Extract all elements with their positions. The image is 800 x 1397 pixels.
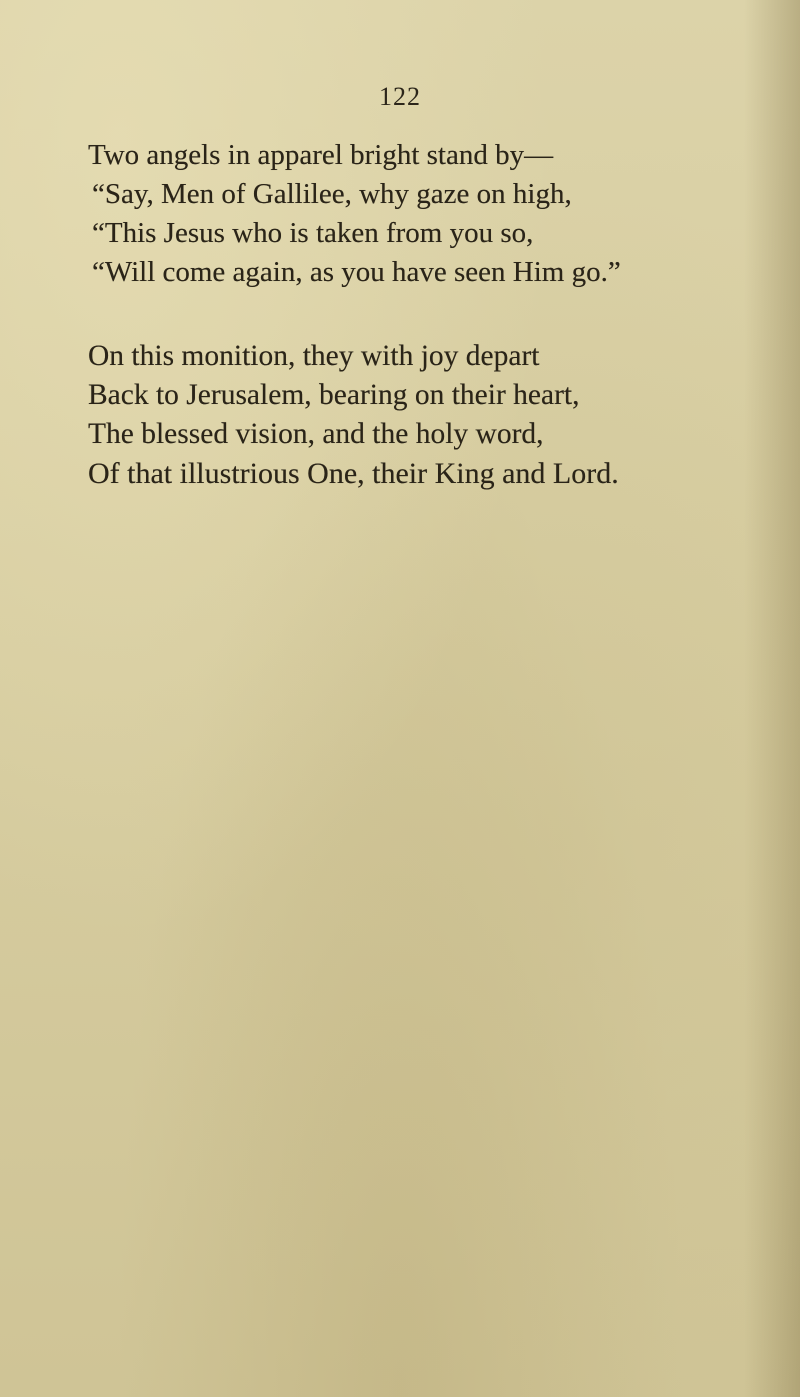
poem-line: The blessed vision, and the holy word, — [88, 418, 544, 450]
poem-line: On this monition, they with joy depart — [88, 340, 540, 372]
poem-line: Two angels in apparel bright stand by— — [88, 139, 554, 171]
page-number: 122 — [379, 82, 421, 111]
poem-line: Of that illustrious One, their King and Lord. — [88, 457, 619, 490]
poem-line: “Will come again, as you have seen Him go.” — [92, 256, 621, 288]
poem-line: “Say, Men of Gallilee, why gaze on high, — [92, 178, 572, 210]
poem-stanza-2 — [88, 337, 619, 493]
poem-stanza-1 — [88, 136, 621, 292]
poem-line: Back to Jerusalem, bearing on their heart, — [88, 379, 580, 411]
poem-line: “This Jesus who is taken from you so, — [92, 217, 534, 249]
